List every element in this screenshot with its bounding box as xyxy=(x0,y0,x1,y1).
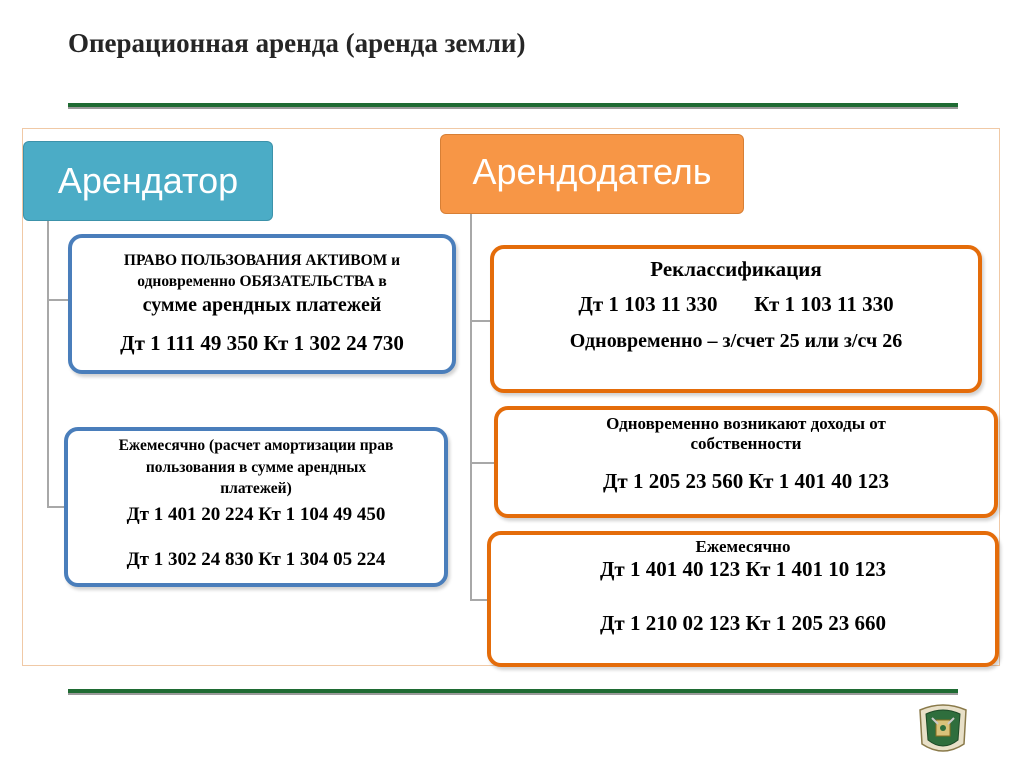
lessee-trunk-line xyxy=(47,220,49,508)
footer-rule xyxy=(68,689,958,695)
lessor-box-income xyxy=(494,406,998,518)
box-text: пользования в сумме арендных xyxy=(145,458,367,476)
box-text: одновременно ОБЯЗАТЕЛЬСТВА в xyxy=(137,272,387,290)
emblem-icon xyxy=(914,700,972,758)
lessor-header: Арендодатель xyxy=(441,135,743,213)
lessee-branch-line-1 xyxy=(47,299,69,301)
box-text: ПРАВО ПОЛЬЗОВАНИЯ АКТИВОМ и xyxy=(123,252,401,269)
box-text: собственности xyxy=(690,434,802,454)
box-text: сумме арендных платежей xyxy=(142,294,382,317)
journal-entry: Дт 1 210 02 123 Кт 1 205 23 660 xyxy=(599,610,887,635)
journal-entry: Дт 1 302 24 830 Кт 1 304 05 224 xyxy=(126,548,386,570)
lessor-box-reclassification xyxy=(490,245,982,393)
lessee-header: Арендатор xyxy=(24,142,272,220)
box-heading: Ежемесячно xyxy=(695,537,791,556)
lessor-branch-line-3 xyxy=(470,599,488,601)
journal-entry: Дт 1 401 40 123 Кт 1 401 10 123 xyxy=(599,557,887,582)
journal-entry: Дт 1 401 20 224 Кт 1 104 49 450 xyxy=(126,503,386,525)
lessee-branch-line-2 xyxy=(47,506,65,508)
journal-entry: Дт 1 111 49 350 Кт 1 302 24 730 xyxy=(120,331,404,356)
box-text: Одновременно – з/счет 25 или з/сч 26 xyxy=(569,330,903,353)
box-text: Одновременно возникают доходы от xyxy=(606,414,886,433)
lessee-box-monthly xyxy=(64,427,448,587)
journal-entry: Дт 1 205 23 560 Кт 1 401 40 123 xyxy=(602,468,890,493)
title-underline xyxy=(68,103,958,109)
box-text: платежей) xyxy=(220,480,292,498)
page-title: Операционная аренда (аренда земли) xyxy=(68,28,526,58)
lessor-trunk-line xyxy=(470,213,472,601)
lessee-box-right-of-use xyxy=(68,234,456,374)
lessor-branch-line-2 xyxy=(470,462,495,464)
journal-entry: Дт 1 103 11 330 Кт 1 103 11 330 xyxy=(578,292,894,317)
box-text: Ежемесячно (расчет амортизации прав xyxy=(118,437,394,454)
box-heading: Реклассификация xyxy=(650,257,822,281)
lessor-box-monthly xyxy=(487,531,999,667)
lessor-branch-line-1 xyxy=(470,320,491,322)
